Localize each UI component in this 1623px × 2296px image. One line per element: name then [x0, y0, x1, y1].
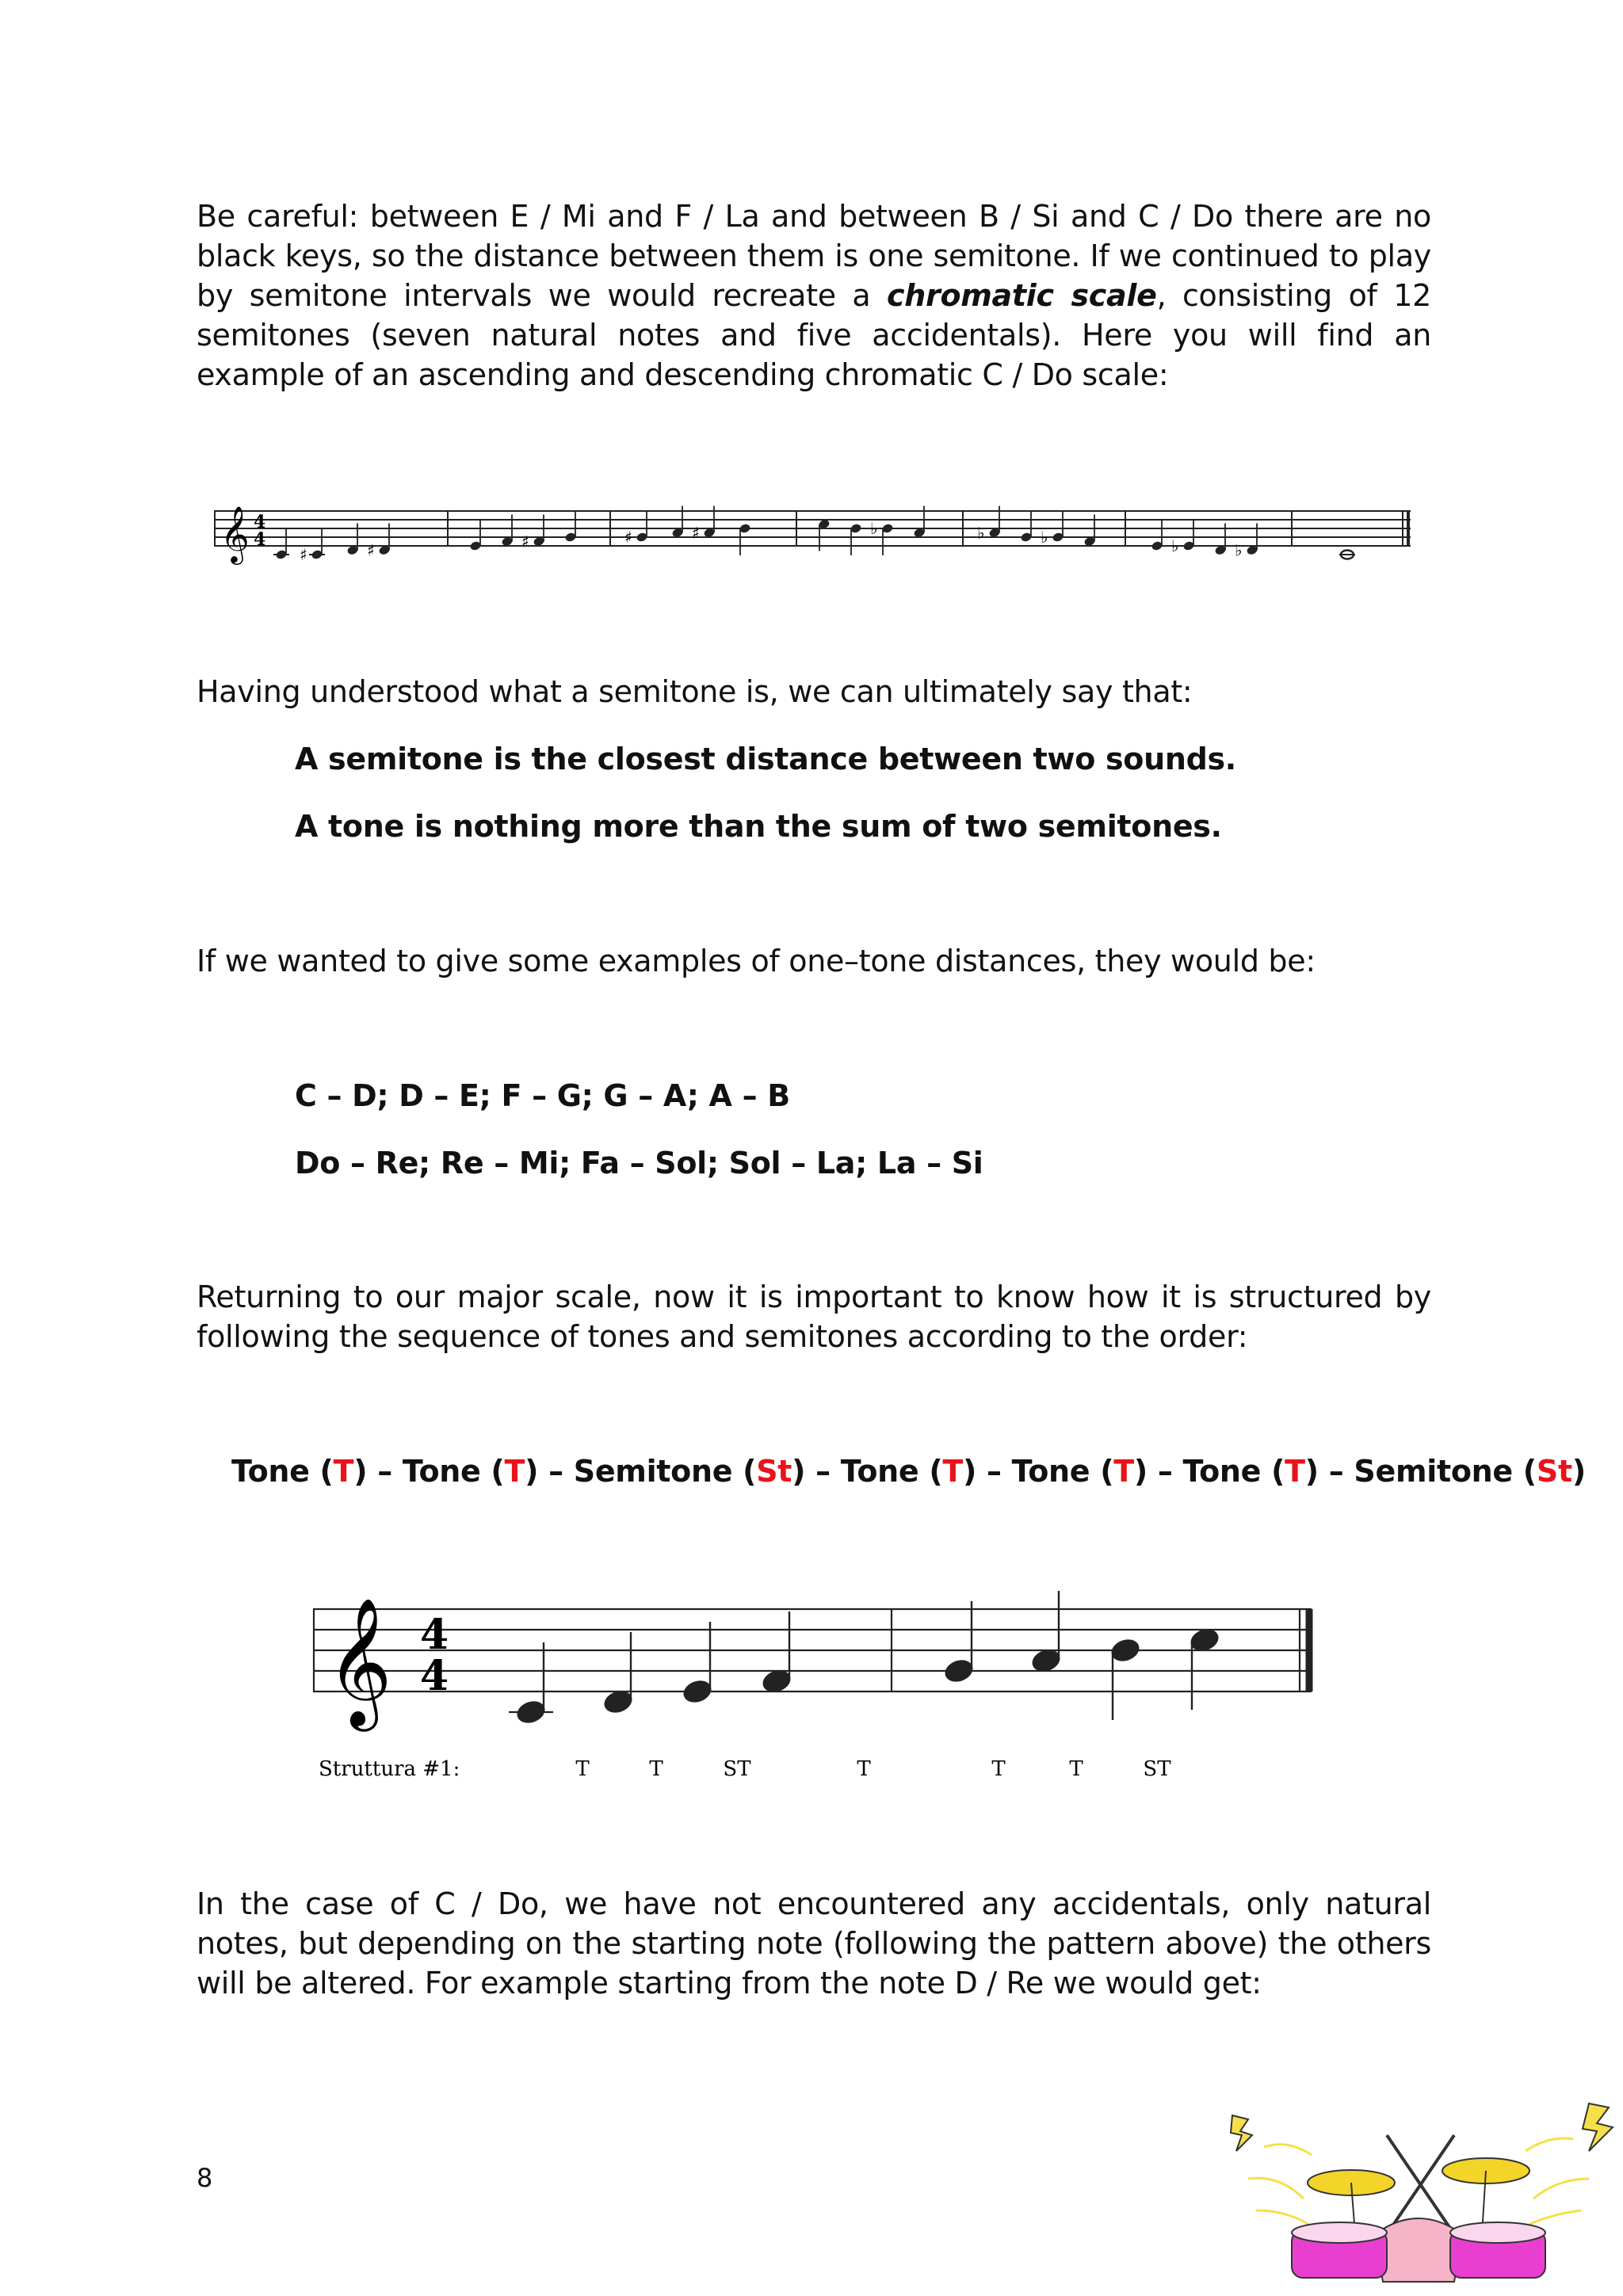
scale-note	[760, 1611, 794, 1695]
svg-text:♯: ♯	[692, 523, 700, 543]
svg-text:♭: ♭	[870, 519, 878, 538]
sequence-abbr: T	[333, 1454, 354, 1489]
intro-paragraph	[197, 196, 1431, 395]
sequence-item: Tone (T)	[402, 1454, 539, 1489]
chromatic-note	[564, 510, 577, 543]
intro-text-end: , consisting of 12 semitones (seven natural notes and five accidentals). Here you will find an example of an ascending and descending chromatic C / Do scale:	[197, 278, 1431, 392]
svg-text:♭: ♭	[1235, 540, 1243, 560]
sequence-abbr: St	[1536, 1454, 1572, 1489]
scale-note	[942, 1601, 976, 1685]
tone-examples-solfege: Do – Re; Re – Mi; Fa – Sol; Sol – La; La – Si	[295, 1146, 983, 1180]
sequence-item: Tone (T)	[231, 1454, 368, 1489]
structure-mark: T	[857, 1757, 871, 1781]
tone-semitone-sequence	[231, 1451, 1586, 1491]
sequence-abbr: T	[1285, 1454, 1305, 1489]
chromatic-note	[850, 523, 862, 555]
sequence-separator: –	[805, 1454, 841, 1489]
drummer-illustration	[1216, 2092, 1621, 2296]
sequence-item: Semitone (St)	[573, 1454, 806, 1489]
structure-mark: T	[575, 1757, 590, 1781]
tone-examples-letters: C – D; D – E; F – G; G – A; A – B	[295, 1078, 790, 1113]
sequence-separator: –	[1147, 1454, 1183, 1489]
chromatic-note	[1151, 519, 1163, 551]
scale-note	[601, 1632, 636, 1716]
sequence-separator: –	[538, 1454, 574, 1489]
sequence-separator: –	[367, 1454, 403, 1489]
svg-text:♯: ♯	[300, 545, 307, 564]
scale-note	[1029, 1591, 1064, 1675]
chromatic-note	[739, 523, 751, 555]
time-signature-top: 4	[254, 512, 266, 532]
tone-examples-intro: If we wanted to give some examples of one–tone distances, they would be:	[197, 944, 1316, 978]
sequence-abbr: T	[1113, 1454, 1134, 1489]
semitone-intro: Having understood what a semitone is, we can ultimately say that:	[197, 674, 1193, 709]
svg-text:♭: ♭	[1171, 536, 1179, 555]
time-signature-bottom: 4	[254, 529, 266, 550]
structure-label: Struttura #1:	[319, 1757, 460, 1781]
major-scale-intro: Returning to our major scale, now it is important to know how it is structured by following the sequence of tones and semitones according to the order:	[197, 1280, 1431, 1354]
structure-mark: ST	[1143, 1757, 1171, 1781]
structure-marks	[575, 1757, 1171, 1781]
accidentals-paragraph: In the case of C / Do, we have not encountered any accidentals, only natural notes, but depending on the starting note (following the pattern above) the others will be altered. For example starting from the note D / Re we would get:	[197, 1886, 1431, 2000]
sequence-item: Tone (T)	[1182, 1454, 1319, 1489]
treble-clef-icon: 𝄞	[220, 505, 250, 563]
page-number: 8	[197, 2163, 213, 2193]
sequence-item: Tone (T)	[840, 1454, 977, 1489]
intro-text-start: Be careful: between E / Mi and F / La and between B / Si and C / Do there are no black keys, so the distance between them is one semitone. If we continued to play by semitone intervals we would recreate a	[197, 199, 1431, 313]
svg-text:♯: ♯	[367, 540, 375, 560]
sequence-abbr: T	[942, 1454, 964, 1489]
chromatic-note	[469, 519, 482, 551]
chromatic-note	[1339, 551, 1355, 559]
time-signature-bottom: 4	[420, 1652, 449, 1700]
chromatic-scale-staff	[214, 495, 1419, 582]
svg-text:♭: ♭	[1041, 528, 1048, 547]
sequence-separator: –	[976, 1454, 1012, 1489]
scale-note	[681, 1622, 715, 1706]
structure-mark: T	[991, 1757, 1006, 1781]
sequence-item: Semitone (St)	[1354, 1454, 1586, 1489]
semitone-definition: A semitone is the closest distance between two sounds.	[295, 742, 1236, 776]
structure-mark: ST	[723, 1757, 751, 1781]
chromatic-scale-term: chromatic scale	[887, 278, 1157, 313]
major-scale-notes	[509, 1591, 1221, 1726]
chromatic-note	[273, 528, 289, 560]
sequence-item: Tone (T)	[1011, 1454, 1148, 1489]
structure-mark: T	[1069, 1757, 1083, 1781]
sequence-abbr: T	[504, 1454, 525, 1489]
svg-text:♯: ♯	[624, 528, 632, 547]
c-major-scale-staff	[309, 1573, 1323, 1787]
scale-note	[1188, 1626, 1222, 1710]
scale-note	[1109, 1636, 1143, 1720]
sequence-abbr: St	[756, 1454, 792, 1489]
time-signature-top: 4	[420, 1611, 449, 1659]
tone-definition: A tone is nothing more than the sum of two semitones.	[295, 809, 1222, 844]
chromatic-note	[1020, 510, 1033, 543]
treble-clef-icon: 𝄞	[327, 1597, 392, 1726]
scale-note	[509, 1642, 553, 1726]
sequence-separator: –	[1318, 1454, 1354, 1489]
structure-mark: T	[649, 1757, 663, 1781]
svg-text:♭: ♭	[977, 523, 985, 543]
svg-text:♯: ♯	[521, 532, 529, 551]
chromatic-notes	[273, 506, 1355, 565]
